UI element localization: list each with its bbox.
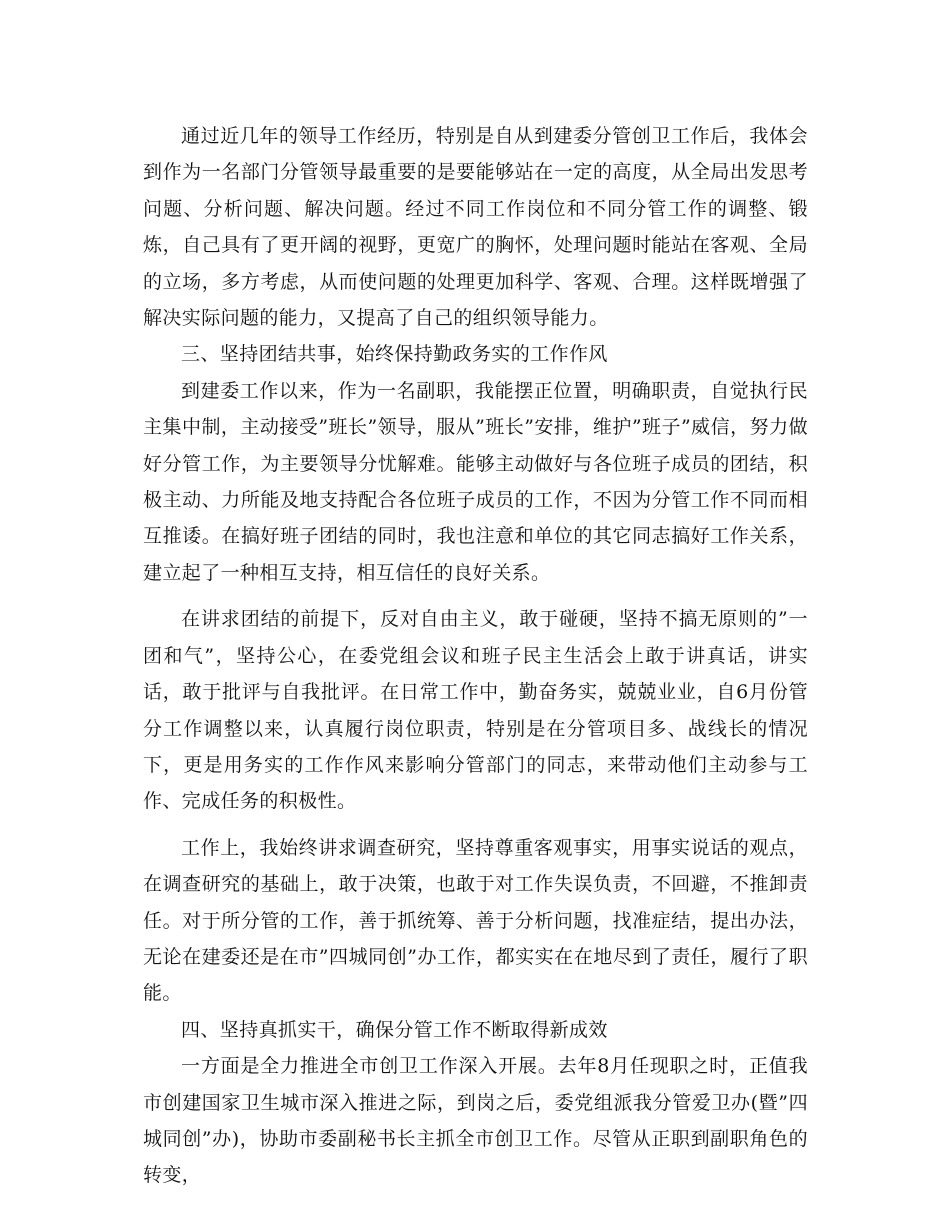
paragraph-investigation-research: 工作上，我始终讲求调查研究，坚持尊重客观事实，用事实说话的观点，在调查研究的基础上，敢于决策，也敢于对工作失误负责，不回避，不推卸责任。对于所分管的工作，善于抓统筹、善于分析问题，找准症结，提出办法，无论在建委还是在市”四城同创”办工作，都实实在在地尽到了责任，履行了职能。 [143, 836, 808, 1005]
section-heading-4: 四、坚持真抓实干，确保分管工作不断取得新成效 [181, 1018, 608, 1041]
document-body [143, 118, 808, 1194]
paragraph-unity-work: 到建委工作以来，作为一名副职，我能摆正位置，明确职责，自觉执行民主集中制，主动接受”班长”领导，服从”班长”安排，维护”班子”威信，努力做好分管工作，为主要领导分忧解难。能够主动做好与各位班子成员的团结，积极主动、力所能及地支持配合各位班子成员的工作，不因为分管工作不同而相互推诿。在搞好班子团结的同时，我也注意和单位的其它同志搞好工作关系，建立起了一种相互支持，相互信任的良好关系。 [143, 379, 808, 584]
paragraph-sanitation-work: 一方面是全力推进全市创卫工作深入开展。去年8月任现职之时，正值我市创建国家卫生城市深入推进之际，到岗之后，委党组派我分管爱卫办(暨”四城同创”办)，协助市委副秘书长主抓全市创卫工作。尽管从正职到副职角色的转变， [143, 1055, 808, 1187]
section-heading-3: 三、坚持团结共事，始终保持勤政务实的工作作风 [181, 343, 608, 366]
paragraph-leadership-experience: 通过近几年的领导工作经历，特别是自从到建委分管创卫工作后，我体会到作为一名部门分管领导最重要的是要能够站在一定的高度，从全局出发思考问题、分析问题、解决问题。经过不同工作岗位和不同分管工作的调整、锻炼，自己具有了更开阔的视野，更宽广的胸怀，处理问题时能站在客观、全局的立场，多方考虑，从而使问题的处理更加科学、客观、合理。这样既增强了解决实际问题的能力，又提高了自己的组织领导能力。 [143, 125, 808, 330]
paragraph-anti-liberalism: 在讲求团结的前提下，反对自由主义，敢于碰硬，坚持不搞无原则的”一团和气”，坚持公心，在委党组会议和班子民主生活会上敢于讲真话，讲实话，敢于批评与自我批评。在日常工作中，勤奋务实，兢兢业业，自6月份管分工作调整以来，认真履行岗位职责，特别是在分管项目多、战线长的情况下，更是用务实的工作作风来影响分管部门的同志，来带动他们主动参与工作、完成任务的积极性。 [143, 608, 808, 813]
